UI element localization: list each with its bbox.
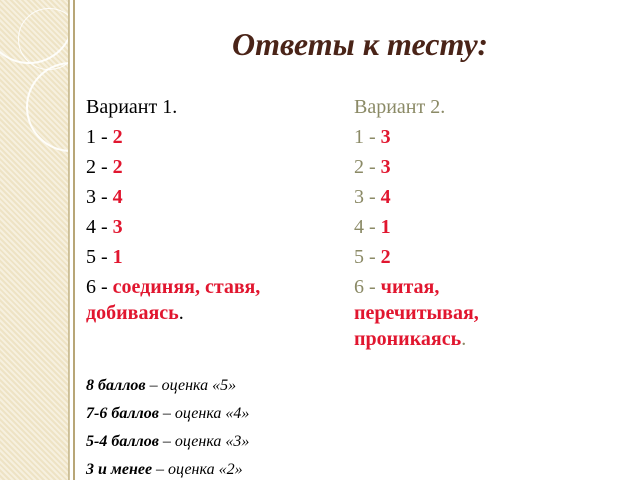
answer-value: 4 [112,186,123,208]
question-number: 5 - [86,246,113,268]
answer-value: соединяя, ставя, добиваясь [86,276,261,324]
answer-line [354,182,594,212]
answer-line [86,152,306,182]
grade-line [86,372,249,400]
variant-1-heading: Вариант 1. [86,96,178,118]
answer-line [86,242,306,272]
question-number: 4 - [354,216,381,238]
answer-end: . [178,302,184,324]
answer-line [354,274,534,352]
answer-line [354,122,594,152]
answer-line [354,242,594,272]
answer-line [354,212,594,242]
grade-result: – оценка «2» [152,461,243,478]
answer-line [86,182,306,212]
variant-2-heading: Вариант 2. [354,96,446,118]
answer-value: 3 [380,126,391,148]
answer-value: 1 [380,216,391,238]
question-number: 2 - [354,156,381,178]
grade-result: – оценка «5» [145,377,237,394]
answer-line [86,274,306,326]
grade-points: 5-4 баллов [86,433,159,450]
grade-points: 7-6 баллов [86,405,159,422]
grade-points: 8 баллов [86,377,146,394]
question-number: 5 - [354,246,381,268]
grade-result: – оценка «3» [158,433,250,450]
decorative-separator [68,0,80,480]
answer-value: 2 [112,126,123,148]
answer-value: 1 [112,246,123,268]
answer-value: читая, перечитывая, проникаясь [354,276,479,350]
grade-points: 3 и менее [86,461,153,478]
answer-line [354,152,594,182]
question-number: 4 - [86,216,113,238]
answer-end: . [461,328,467,350]
variant-1-column [86,92,306,326]
grading-scale [86,372,249,484]
answer-value: 3 [112,216,123,238]
question-number: 1 - [86,126,113,148]
grade-line [86,400,249,428]
grade-result: – оценка «4» [158,405,250,422]
variant-2-column [354,92,594,352]
question-number: 2 - [86,156,113,178]
answer-value: 3 [380,156,391,178]
question-number: 1 - [354,126,381,148]
question-number: 3 - [354,186,381,208]
decorative-circle [26,62,70,152]
decorative-side-band [0,0,70,480]
page-title: Ответы к тесту: [232,26,488,62]
answer-line [86,122,306,152]
question-number: 6 - [354,276,381,298]
question-number: 3 - [86,186,113,208]
answer-value: 2 [112,156,123,178]
answer-value: 2 [380,246,391,268]
question-number: 6 - [86,276,113,298]
grade-line [86,428,249,456]
answer-line [86,212,306,242]
answer-value: 4 [380,186,391,208]
